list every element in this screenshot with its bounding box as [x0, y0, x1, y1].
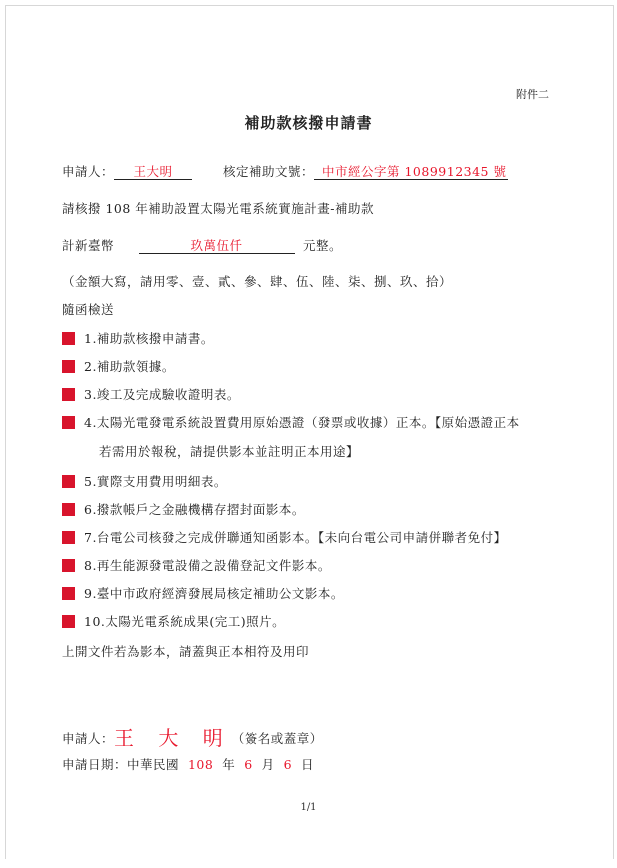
applicant-label: 申請人：: [62, 164, 115, 179]
date-year: 108: [187, 757, 214, 772]
bullet-square: [62, 503, 75, 516]
list-item: 5.實際支用費用明細表。: [62, 472, 227, 490]
list-item-continuation: 若需用於報稅，請提供影本並註明正本用途】: [99, 444, 360, 459]
approval-doc-number: 中市經公字第 1089912345 號: [314, 164, 508, 180]
request-line: 請核撥 108 年補助設置太陽光電系統實施計畫-補助款: [62, 201, 375, 216]
bullet-square: [62, 559, 75, 572]
bullet-square: [62, 531, 75, 544]
date-month-unit: 月: [261, 757, 275, 772]
date-day-unit: 日: [301, 757, 315, 772]
list-item: 3.竣工及完成驗收證明表。: [62, 385, 240, 403]
document-page: [5, 5, 614, 859]
attachment-label: 附件二: [516, 88, 549, 101]
date-month: 6: [244, 757, 253, 772]
bullet-square: [62, 475, 75, 488]
date-row: [62, 755, 314, 773]
document-title: 補助款核撥申請書: [244, 114, 373, 132]
signature-name: 王 大 明: [114, 726, 232, 750]
page-number: 1/1: [300, 802, 317, 813]
amount-suffix: 元整。: [302, 238, 342, 253]
applicant-name: 王大明: [114, 164, 192, 180]
list-item: 4.太陽光電發電系統設置費用原始憑證（發票或收據）正本。【原始憑證正本: [62, 413, 520, 431]
amount-note: （金額大寫，請用零、壹、貳、參、肆、伍、陸、柒、捌、玖、拾）: [62, 274, 453, 289]
date-year-unit: 年: [222, 757, 236, 772]
bullet-square: [62, 587, 75, 600]
signature-row: [62, 722, 323, 751]
list-item: 2.補助款領據。: [62, 357, 175, 375]
list-item: 9.臺中市政府經濟發展局核定補助公文影本。: [62, 584, 344, 602]
signature-hint: （簽名或蓋章）: [231, 731, 323, 746]
signature-label: 申請人：: [62, 731, 115, 746]
approval-doc-label: 核定補助文號：: [222, 164, 314, 179]
amount-row: [62, 236, 342, 254]
amount-prefix: 計新臺幣: [62, 238, 115, 253]
list-item: 6.撥款帳戶之金融機構存摺封面影本。: [62, 500, 305, 518]
date-label: 申請日期：中華民國: [62, 757, 180, 772]
applicant-row: [62, 162, 508, 180]
list-item: 10.太陽光電系統成果(完工)照片。: [62, 612, 285, 630]
list-item: 7.台電公司核發之完成併聯通知函影本。【未向台電公司申請併聯者免付】: [62, 528, 507, 546]
closing-note: 上開文件若為影本，請蓋與正本相符及用印: [62, 644, 310, 659]
amount-value: 玖萬伍仟: [139, 238, 295, 254]
list-item: 8.再生能源發電設備之設備登記文件影本。: [62, 556, 331, 574]
bullet-square: [62, 388, 75, 401]
bullet-square: [62, 615, 75, 628]
bullet-square: [62, 332, 75, 345]
list-item: 1.補助款核撥申請書。: [62, 329, 214, 347]
bullet-square: [62, 360, 75, 373]
attachments-heading: 隨函檢送: [62, 302, 115, 317]
bullet-square: [62, 416, 75, 429]
date-day: 6: [283, 757, 293, 772]
